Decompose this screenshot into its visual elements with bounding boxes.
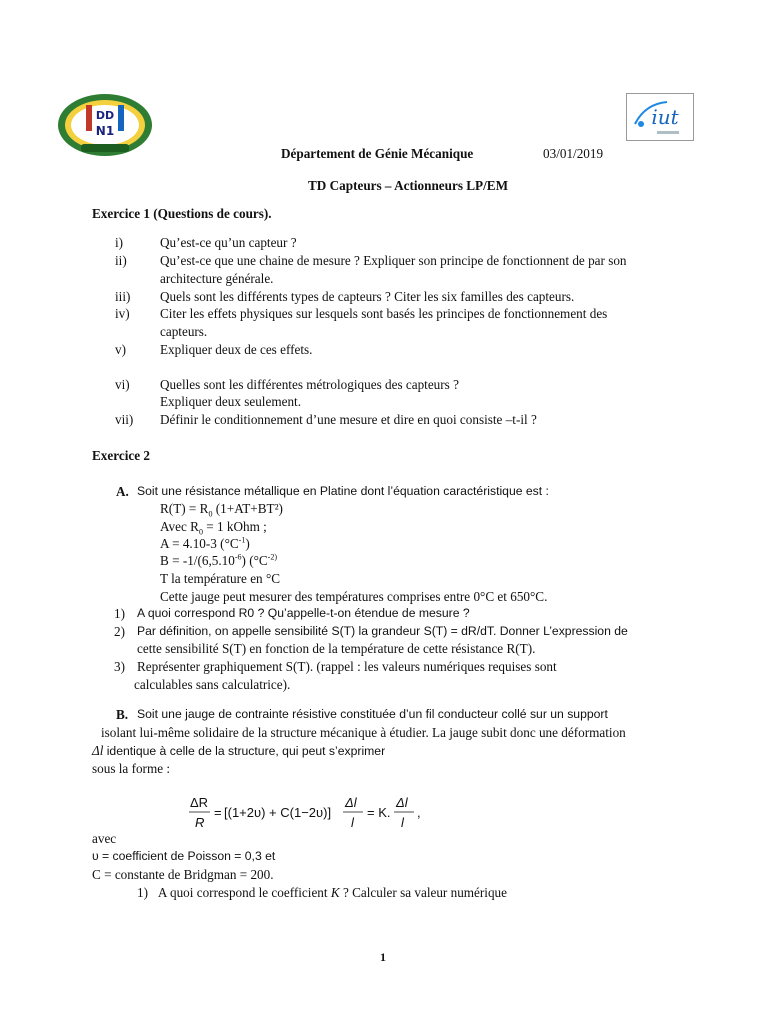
- ex1-item-text: Quelles sont les différentes métrologiques des capteurs ?: [160, 377, 459, 392]
- svg-text:l: l: [351, 815, 354, 830]
- strain-gauge-formula: [186, 792, 426, 832]
- ex1-item-text: Citer les effets physiques sur lesquels sont basés les principes de fonctionnement des: [160, 306, 608, 321]
- t-definition: T la température en °C: [160, 571, 281, 586]
- ex1-item-text: Expliquer deux seulement.: [160, 394, 301, 409]
- ex1-item-num: v): [115, 342, 126, 357]
- avec-label: avec: [92, 831, 117, 846]
- ex1-item-text: capteurs.: [160, 324, 208, 339]
- question-text: A quoi correspond R0 ? Qu’appelle-t-on étendue de mesure ?: [137, 606, 470, 620]
- iut-logo-text: iut: [651, 105, 679, 129]
- final-question: 1) A quoi correspond le coefficient K ? Calculer sa valeur numérique: [137, 885, 508, 900]
- svg-text:Δl: Δl: [345, 795, 357, 810]
- ex1-item-text: Quels sont les différents types de capteurs ? Citer les six familles des capteurs.: [160, 289, 575, 304]
- svg-text:ΔR: ΔR: [190, 795, 209, 810]
- svg-text:l: l: [401, 815, 404, 830]
- ex1-item-text: Qu’est-ce qu’un capteur ?: [160, 235, 297, 250]
- bridgman-constant: C = constante de Bridgman = 200.: [92, 867, 274, 882]
- department-title: Département de Génie Mécanique: [281, 146, 474, 161]
- poisson-coefficient: υ = coefficient de Poisson = 0,3 et: [92, 849, 276, 863]
- ex1-item-text: Expliquer deux de ces effets.: [160, 342, 313, 357]
- document-title: TD Capteurs – Actionneurs LP/EM: [308, 178, 509, 193]
- question-text: Par définition, on appelle sensibilité S(T) la grandeur S(T) = dR/dT. Donner L’expression de: [137, 624, 628, 638]
- ex1-item-num: ii): [115, 253, 127, 268]
- svg-text:=: =: [214, 805, 222, 820]
- part-b-label: B.: [116, 707, 129, 722]
- question-num: 1): [114, 606, 125, 621]
- svg-text:Δl: Δl: [396, 795, 408, 810]
- part-a-intro: Soit une résistance métallique en Platine dont l’équation caractéristique est :: [137, 484, 549, 498]
- question-text: calculables sans calculatrice).: [134, 677, 291, 692]
- part-b-text: sous la forme :: [92, 761, 171, 776]
- part-b-text: isolant lui-même solidaire de la structure mécanique à étudier. La jauge subit donc une déformation: [101, 725, 626, 740]
- svg-text:,: ,: [417, 805, 421, 820]
- ex1-item-num: i): [115, 235, 124, 250]
- ex1-item-text: Définir le conditionnement d’une mesure et dire en quoi consiste –t-il ?: [160, 412, 537, 427]
- iut-logo: [626, 93, 694, 141]
- ex1-item-num: vi): [115, 377, 130, 392]
- ex1-item-num: iii): [115, 289, 131, 304]
- part-a-label: A.: [116, 484, 129, 499]
- ex1-item-num: iv): [115, 306, 130, 321]
- part-b-text: Δl identique à celle de la structure, qui peut s’exprimer: [92, 743, 386, 758]
- ex1-item-text: Qu’est-ce que une chaine de mesure ? Expliquer son principe de fonctionnent de par son: [160, 253, 627, 268]
- svg-text:R: R: [195, 815, 205, 830]
- exercise1-heading: Exercice 1 (Questions de cours).: [92, 206, 272, 221]
- question-text: Représenter graphiquement S(T). (rappel : les valeurs numériques requises sont: [137, 659, 557, 674]
- ex1-item-num: vii): [115, 412, 134, 427]
- ex1-item-text: architecture générale.: [160, 271, 274, 286]
- seal-dd-text: DD: [95, 109, 115, 122]
- r0-value: Avec $R_0 = 1$ kOhm ;: [160, 519, 267, 537]
- equation-rt: $R(T) = R_0$ (1+AT+BT²): [160, 501, 283, 519]
- university-seal-logo: [56, 93, 154, 157]
- question-text: cette sensibilité S(T) en fonction de la température de cette résistance R(T).: [137, 641, 536, 656]
- document-date: 03/01/2019: [543, 146, 604, 161]
- exercise2-heading: Exercice 2: [92, 448, 150, 463]
- b-coefficient: $B = -1/(6,5.10^{-6})$ ($^\circ C^{-2)}$: [160, 552, 277, 568]
- svg-text:= K.: = K.: [367, 805, 391, 820]
- part-b-text: Soit une jauge de contrainte résistive constituée d’un fil conducteur collé sur un support: [137, 707, 608, 721]
- page-number: 1: [380, 950, 386, 964]
- question-num: 3): [114, 659, 125, 674]
- question-num: 2): [114, 624, 125, 639]
- seal-n1-text: N1: [95, 124, 115, 138]
- svg-text:[(1+2υ) + C(1−2υ)]: [(1+2υ) + C(1−2υ)]: [224, 805, 332, 820]
- a-coefficient: A = 4.10-3 $(^\circ C^{-1})$: [160, 535, 250, 551]
- measurement-range: Cette jauge peut mesurer des températures comprises entre 0°C et 650°C.: [160, 589, 548, 604]
